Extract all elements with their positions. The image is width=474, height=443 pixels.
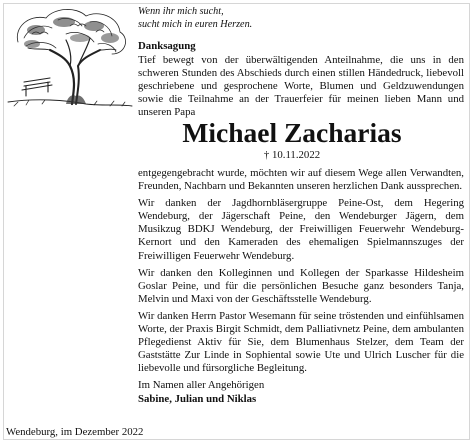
thanks-paragraph: entgegengebracht wurde, möchten wir auf diesem Wege allen Verwandten, Freunden, Nachbarn und Bekannten unseren herzlichen Dank aussprechen.: [138, 167, 464, 193]
deceased-name: Michael Zacharias: [182, 117, 402, 148]
place-and-date: Wendeburg, im Dezember 2022: [6, 426, 144, 438]
thanks-paragraph: Wir danken der Jagdhornbläsergruppe Peine-Ost, dem Hegering Wendeburg, der Jägerschaft Peine, den Wendeburger Jägern, dem Musikzug BDKJ Wendeburg, der Freiwilligen Feuerwehr Wendeburg-Kernort und den Kameraden des ehemaligen Spielmannszuges der Freiwilligen Feuerwehr Wendeburg.: [138, 197, 464, 262]
thanks-body: [138, 167, 464, 406]
section-heading: Danksagung: [138, 40, 196, 52]
signature-names: Sabine, Julian und Niklas: [138, 392, 257, 405]
memorial-quote: [138, 6, 458, 31]
signature-block: [138, 379, 464, 405]
quote-line: Wenn ihr mich sucht,: [138, 6, 224, 17]
thanks-paragraph: Wir danken Herrn Pastor Wesemann für seine tröstenden und einfühlsamen Worte, der Praxis Birgit Schmidt, dem Palliativnetz Peine, dem ambulanten Pflegedienst Aktiv für Sie, dem Blumenhaus Stelzer, dem Team der Gaststätte Zur Linde in Sophiental sowie Ute und Ulrich Luscher für die liebevolle und fürsorgliche Begleitung.: [138, 309, 464, 375]
signature-intro: Im Namen aller Angehörigen: [138, 379, 265, 392]
quote-line: sucht mich in euren Herzen.: [138, 18, 253, 30]
death-date: † 10.11.2022: [263, 149, 321, 161]
thanks-paragraph: Wir danken den Kolleginnen und Kollegen der Sparkasse Hildesheim Goslar Peine, und für die persönlichen Besuche ganz besonders Tanja, Melvin und Maxi von der Geschäftsstelle Wendeburg.: [138, 266, 464, 305]
intro-paragraph: Tief bewegt von der überwältigenden Anteilnahme, die uns in den schweren Stunden des Abschieds durch einen stillen Händedruck, liebevoll geschriebene und gesprochene Worte, Blumen und Geldzuwendungen sowie die Teilnahme an der Trauerfeier für meinen lieben Mann und unseren Papa: [138, 54, 464, 119]
tree-with-bench-illustration: [6, 4, 136, 110]
intro-section: [138, 40, 464, 120]
